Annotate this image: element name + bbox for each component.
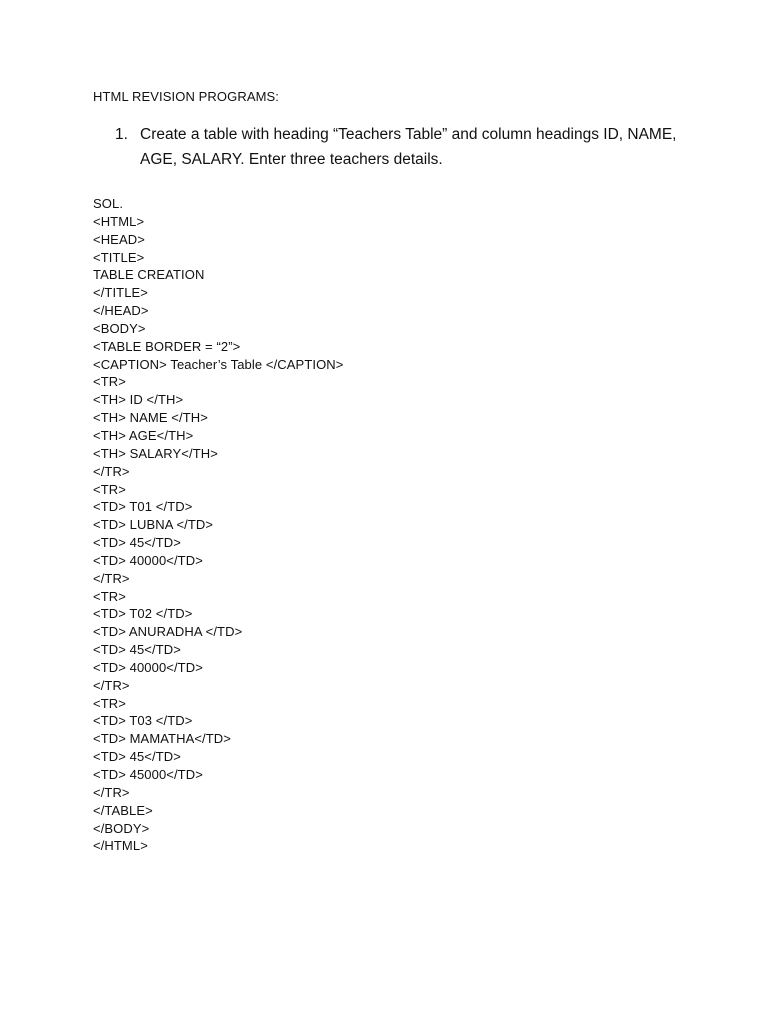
code-line: </TITLE> — [93, 285, 148, 301]
code-line: <TH> AGE</TH> — [93, 427, 194, 443]
code-line: <TD> LUBNA </TD> — [93, 517, 214, 533]
code-line: </HEAD> — [93, 303, 149, 319]
code-line: TABLE CREATION — [93, 267, 205, 283]
code-line: <TITLE> — [93, 249, 145, 265]
code-line: <TD> ANURADHA </TD> — [93, 624, 243, 640]
code-line: <TD> 40000</TD> — [93, 552, 203, 568]
code-line: <TD> T03 </TD> — [93, 713, 193, 729]
code-line: <TH> NAME </TH> — [93, 410, 208, 426]
code-line: <TD> 45</TD> — [93, 749, 181, 765]
code-line: </TR> — [93, 784, 130, 800]
code-line: <TR> — [93, 481, 126, 497]
code-line: <TR> — [93, 588, 126, 604]
code-line: <CAPTION> Teacher’s Table </CAPTION> — [93, 356, 344, 372]
code-line: <TABLE BORDER = “2”> — [93, 338, 241, 354]
code-line: <TH> ID </TH> — [93, 392, 184, 408]
document-heading: HTML REVISION PROGRAMS: — [93, 89, 280, 104]
code-line: <TR> — [93, 374, 126, 390]
code-line: </TR> — [93, 677, 130, 693]
code-line: <BODY> — [93, 320, 146, 336]
solution-code-block — [93, 195, 343, 855]
code-line: </TABLE> — [93, 802, 153, 818]
code-line: <TR> — [93, 695, 126, 711]
code-line: SOL. — [93, 196, 124, 211]
code-line: <TD> T01 </TD> — [93, 499, 193, 515]
code-line: <TD> T02 </TD> — [93, 606, 193, 622]
code-line: <TH> SALARY</TH> — [93, 445, 218, 461]
code-line: </BODY> — [93, 820, 150, 836]
code-line: <TD> 45</TD> — [93, 642, 181, 658]
question-number: 1. — [115, 126, 128, 143]
code-line: </TR> — [93, 570, 130, 586]
code-line: <HEAD> — [93, 231, 145, 247]
code-line: <TD> MAMATHA</TD> — [93, 731, 231, 747]
code-line: <HTML> — [93, 213, 145, 229]
code-line: </HTML> — [93, 838, 148, 854]
code-line: <TD> 40000</TD> — [93, 659, 203, 675]
code-line: <TD> 45</TD> — [93, 535, 181, 551]
code-line: <TD> 45000</TD> — [93, 767, 203, 782]
question-item — [115, 123, 690, 172]
question-text: Create a table with heading “Teachers Table” and column headings ID, NAME, AGE, SALARY. Enter three teachers details. — [140, 126, 677, 168]
code-line: </TR> — [93, 463, 130, 479]
